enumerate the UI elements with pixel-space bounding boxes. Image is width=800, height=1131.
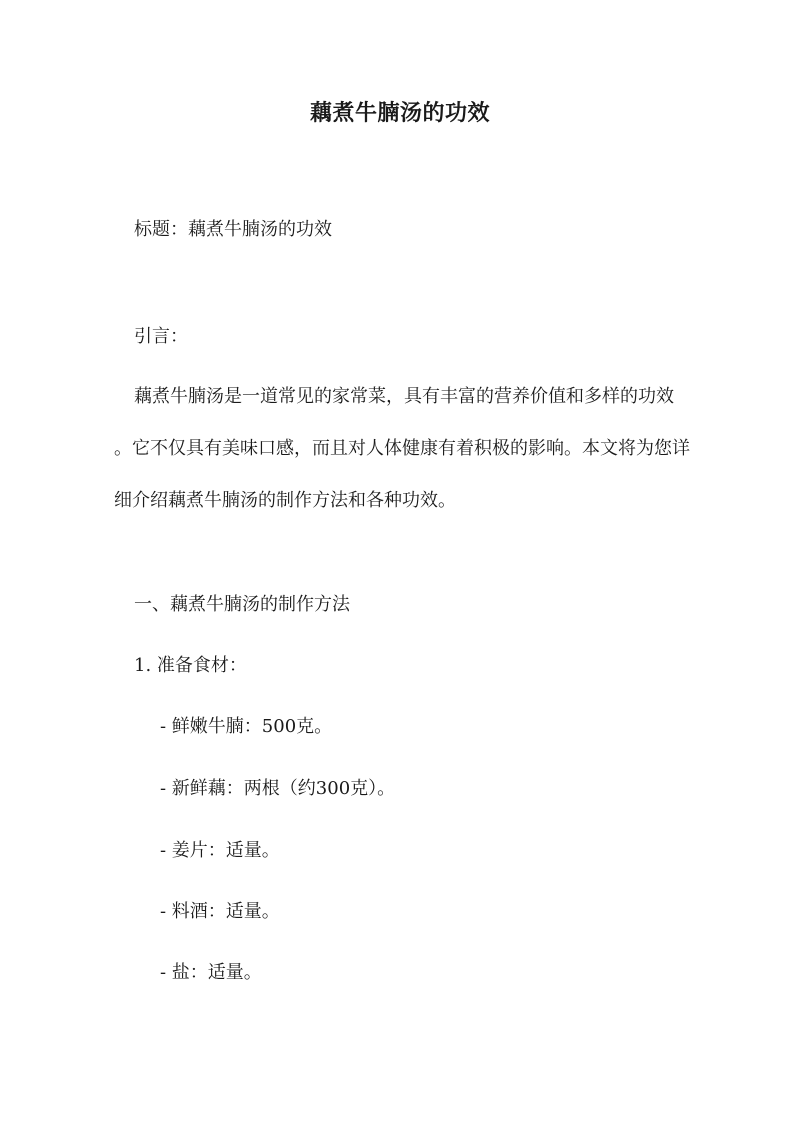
ingredient-item: - 鲜嫩牛腩：500克。 bbox=[160, 716, 333, 737]
ingredient-item: - 新鲜藕：两根（约300克）。 bbox=[160, 778, 396, 799]
document-title: 藕煮牛腩汤的功效 bbox=[309, 100, 490, 126]
intro-line: 细介绍藕煮牛腩汤的制作方法和各种功效。 bbox=[114, 490, 456, 511]
intro-heading: 引言： bbox=[134, 326, 188, 347]
section-heading: 一、藕煮牛腩汤的制作方法 bbox=[134, 594, 350, 615]
subject-line: 标题：藕煮牛腩汤的功效 bbox=[134, 219, 332, 240]
ingredient-item: - 盐：适量。 bbox=[160, 962, 262, 983]
ingredient-item: - 料酒：适量。 bbox=[160, 901, 280, 922]
intro-line: 。它不仅具有美味口感，而且对人体健康有着积极的影响。本文将为您详 bbox=[114, 438, 690, 459]
step-label: 1. 准备食材： bbox=[134, 655, 247, 676]
intro-line: 藕煮牛腩汤是一道常见的家常菜，具有丰富的营养价值和多样的功效 bbox=[134, 386, 674, 407]
ingredient-item: - 姜片：适量。 bbox=[160, 840, 280, 861]
